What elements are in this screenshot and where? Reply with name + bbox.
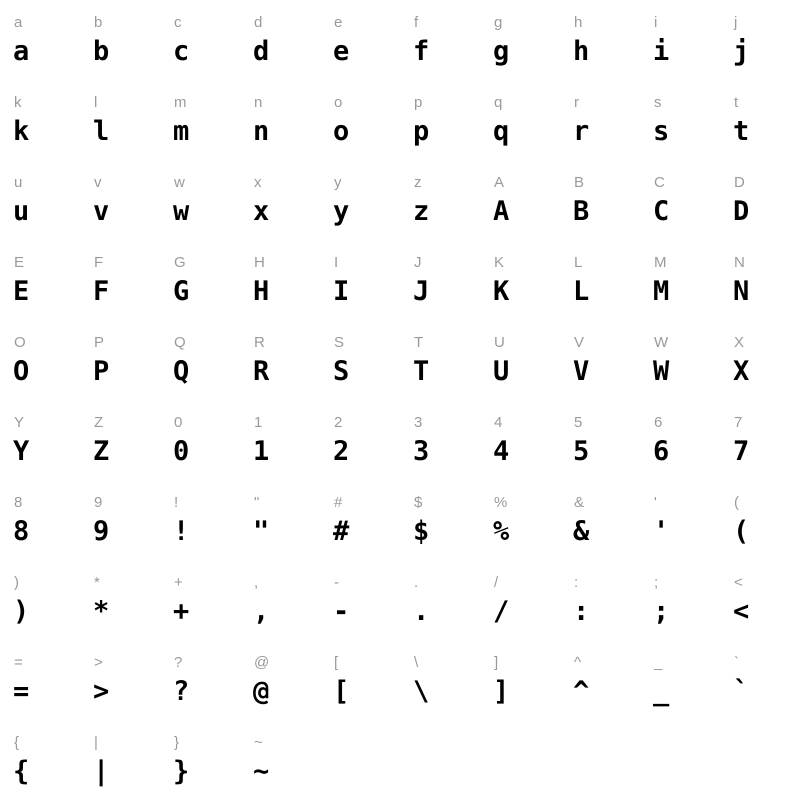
glyph-sample: (: [733, 516, 750, 547]
glyph-cell: [168, 568, 248, 648]
glyph-cell: [408, 248, 488, 328]
glyph-label: K: [494, 254, 505, 271]
glyph-label: F: [94, 254, 104, 271]
glyph-sample: z: [413, 196, 430, 227]
glyph-cell: [248, 88, 328, 168]
glyph-label: ": [254, 494, 260, 511]
glyph-cell: [88, 728, 168, 808]
glyph-sample: +: [173, 596, 190, 627]
glyph-label: -: [334, 574, 339, 591]
glyph-cell: [408, 328, 488, 408]
glyph-label: ): [14, 574, 19, 591]
glyph-label: z: [414, 174, 422, 191]
glyph-cell: [88, 568, 168, 648]
glyph-cell: [168, 488, 248, 568]
glyph-label: t: [734, 94, 739, 111]
glyph-cell: [168, 728, 248, 808]
glyph-label: Z: [94, 414, 104, 431]
glyph-label: m: [174, 94, 187, 111]
glyph-sample: &: [573, 516, 590, 547]
glyph-cell: [328, 8, 408, 88]
glyph-sample: L: [573, 276, 590, 307]
glyph-label: }: [174, 734, 180, 751]
glyph-label: ]: [494, 654, 499, 671]
glyph-sample: 3: [413, 436, 430, 467]
glyph-label: %: [494, 494, 508, 511]
glyph-label: P: [94, 334, 105, 351]
glyph-cell: [328, 568, 408, 648]
glyph-cell: [488, 248, 568, 328]
glyph-cell: [88, 408, 168, 488]
glyph-label: 9: [94, 494, 103, 511]
glyph-cell: [8, 728, 88, 808]
glyph-sample: [: [333, 676, 350, 707]
glyph-sample: `: [733, 676, 750, 707]
glyph-sample: l: [93, 116, 110, 147]
glyph-sample: K: [493, 276, 510, 307]
glyph-sample: h: [573, 36, 590, 67]
glyph-sample: \: [413, 676, 430, 707]
glyph-sample: ;: [653, 596, 670, 627]
glyph-label: .: [414, 574, 419, 591]
glyph-label: +: [174, 574, 183, 591]
glyph-cell: [568, 488, 648, 568]
glyph-sample: S: [333, 356, 350, 387]
glyph-cell: [8, 248, 88, 328]
glyph-label: o: [334, 94, 343, 111]
glyph-label: R: [254, 334, 265, 351]
glyph-cell: [408, 408, 488, 488]
glyph-sample: Z: [93, 436, 110, 467]
glyph-sample: T: [413, 356, 430, 387]
glyph-label: V: [574, 334, 585, 351]
glyph-sample: V: [573, 356, 590, 387]
glyph-cell: [168, 168, 248, 248]
glyph-label: h: [574, 14, 583, 31]
glyph-cell: [8, 568, 88, 648]
glyph-label: p: [414, 94, 423, 111]
glyph-label: ,: [254, 574, 259, 591]
glyph-cell: [248, 488, 328, 568]
glyph-cell: [648, 248, 728, 328]
glyph-cell: [168, 648, 248, 728]
glyph-cell: [88, 168, 168, 248]
glyph-sample: o: [333, 116, 350, 147]
glyph-sample: |: [93, 756, 110, 787]
glyph-cell: [488, 568, 568, 648]
glyph-sample: 4: [493, 436, 510, 467]
glyph-label: L: [574, 254, 583, 271]
glyph-sample: d: [253, 36, 270, 67]
glyph-cell: [88, 488, 168, 568]
glyph-cell: [248, 168, 328, 248]
glyph-label: e: [334, 14, 343, 31]
glyph-sample: P: [93, 356, 110, 387]
glyph-cell: [168, 88, 248, 168]
glyph-cell: [648, 648, 728, 728]
glyph-cell: [248, 248, 328, 328]
glyph-label: $: [414, 494, 423, 511]
glyph-sample: E: [13, 276, 30, 307]
glyph-sample: 0: [173, 436, 190, 467]
glyph-sample: j: [733, 36, 750, 67]
glyph-cell: [328, 648, 408, 728]
glyph-label: A: [494, 174, 505, 191]
glyph-label: @: [254, 654, 270, 671]
glyph-label: y: [334, 174, 342, 191]
glyph-sample: i: [653, 36, 670, 67]
glyph-cell: [408, 648, 488, 728]
glyph-cell: [408, 88, 488, 168]
glyph-cell: [728, 8, 800, 88]
glyph-sample: G: [173, 276, 190, 307]
glyph-cell: [568, 328, 648, 408]
glyph-cell: [408, 168, 488, 248]
glyph-label: r: [574, 94, 579, 111]
glyph-sample: ~: [253, 756, 270, 787]
glyph-cell: [568, 648, 648, 728]
glyph-label: `: [734, 654, 739, 671]
glyph-cell: [328, 168, 408, 248]
glyph-sample: x: [253, 196, 270, 227]
glyph-cell: [648, 408, 728, 488]
glyph-sample: 8: [13, 516, 30, 547]
glyph-sample: F: [93, 276, 110, 307]
glyph-cell: [328, 408, 408, 488]
glyph-sample: ]: [493, 676, 510, 707]
glyph-cell: [248, 408, 328, 488]
glyph-label: H: [254, 254, 265, 271]
glyph-cell: [328, 488, 408, 568]
glyph-label: 3: [414, 414, 423, 431]
glyph-sample: t: [733, 116, 750, 147]
glyph-sample: ': [653, 516, 670, 547]
glyph-sample: N: [733, 276, 750, 307]
glyph-sample: w: [173, 196, 190, 227]
glyph-sample: W: [653, 356, 670, 387]
glyph-cell: [408, 568, 488, 648]
glyph-cell: [568, 88, 648, 168]
glyph-sample: g: [493, 36, 510, 67]
glyph-cell: [728, 408, 800, 488]
glyph-sample: v: [93, 196, 110, 227]
glyph-label: w: [174, 174, 185, 191]
glyph-label: Q: [174, 334, 186, 351]
glyph-sample: 5: [573, 436, 590, 467]
glyph-cell: [488, 328, 568, 408]
glyph-cell: [728, 88, 800, 168]
glyph-label: !: [174, 494, 179, 511]
glyph-cell: [8, 8, 88, 88]
glyph-cell: [8, 648, 88, 728]
glyph-sample: 9: [93, 516, 110, 547]
glyph-label: :: [574, 574, 579, 591]
glyph-label: (: [734, 494, 739, 511]
glyph-label: I: [334, 254, 339, 271]
glyph-sample: <: [733, 596, 750, 627]
glyph-cell: [728, 488, 800, 568]
glyph-cell: [648, 488, 728, 568]
glyph-sample: /: [493, 596, 510, 627]
glyph-sample: Q: [173, 356, 190, 387]
glyph-sample: $: [413, 516, 430, 547]
glyph-sample: f: [413, 36, 430, 67]
glyph-cell: [8, 328, 88, 408]
glyph-cell: [488, 488, 568, 568]
glyph-label: ^: [574, 654, 582, 671]
glyph-sample: y: [333, 196, 350, 227]
glyph-label: 0: [174, 414, 183, 431]
glyph-label: |: [94, 734, 98, 751]
glyph-sample: H: [253, 276, 270, 307]
glyph-cell: [728, 648, 800, 728]
glyph-sample: :: [573, 596, 590, 627]
glyph-sample: A: [493, 196, 510, 227]
glyph-sample: ,: [253, 596, 270, 627]
glyph-label: c: [174, 14, 182, 31]
glyph-label: d: [254, 14, 263, 31]
glyph-cell: [648, 328, 728, 408]
glyph-cell: [648, 88, 728, 168]
glyph-cell: [408, 488, 488, 568]
glyph-sample: *: [93, 596, 110, 627]
glyph-cell: [728, 328, 800, 408]
glyph-cell: [568, 168, 648, 248]
glyph-sample: ^: [573, 676, 590, 707]
glyph-sample: R: [253, 356, 270, 387]
glyph-sample: r: [573, 116, 590, 147]
glyph-sample: %: [493, 516, 510, 547]
glyph-label: E: [14, 254, 25, 271]
glyph-label: {: [14, 734, 20, 751]
glyph-cell: [8, 168, 88, 248]
glyph-cell: [8, 88, 88, 168]
glyph-label: \: [414, 654, 419, 671]
glyph-sample: a: [13, 36, 30, 67]
glyph-sample: e: [333, 36, 350, 67]
glyph-cell: [8, 488, 88, 568]
glyph-label: 5: [574, 414, 583, 431]
glyph-cell: [568, 248, 648, 328]
glyph-label: N: [734, 254, 745, 271]
glyph-cell: [328, 248, 408, 328]
glyph-label: &: [574, 494, 585, 511]
glyph-label: J: [414, 254, 422, 271]
glyph-sample: 7: [733, 436, 750, 467]
glyph-label: X: [734, 334, 745, 351]
glyph-label: v: [94, 174, 102, 191]
glyph-sample: 6: [653, 436, 670, 467]
glyph-label: U: [494, 334, 505, 351]
glyph-sample: X: [733, 356, 750, 387]
glyph-sample: 1: [253, 436, 270, 467]
glyph-label: G: [174, 254, 186, 271]
glyph-sample: !: [173, 516, 190, 547]
glyph-sample: B: [573, 196, 590, 227]
glyph-cell: [248, 728, 328, 808]
glyph-cell: [488, 88, 568, 168]
glyph-label: n: [254, 94, 263, 111]
glyph-sample: c: [173, 36, 190, 67]
glyph-label: 1: [254, 414, 263, 431]
glyph-sample: D: [733, 196, 750, 227]
glyph-cell: [248, 328, 328, 408]
glyph-cell: [168, 8, 248, 88]
glyph-sample: u: [13, 196, 30, 227]
glyph-sample: J: [413, 276, 430, 307]
glyph-label: T: [414, 334, 424, 351]
glyph-label: k: [14, 94, 22, 111]
glyph-sample: p: [413, 116, 430, 147]
glyph-cell: [88, 8, 168, 88]
glyph-cell: [248, 648, 328, 728]
glyph-label: b: [94, 14, 103, 31]
glyph-cell: [648, 168, 728, 248]
glyph-cell: [728, 248, 800, 328]
glyph-cell: [408, 8, 488, 88]
glyph-cell: [488, 168, 568, 248]
glyph-sample: =: [13, 676, 30, 707]
glyph-label: x: [254, 174, 262, 191]
glyph-sample: ": [253, 516, 270, 547]
glyph-label: *: [94, 574, 100, 591]
glyph-label: s: [654, 94, 662, 111]
glyph-cell: [168, 248, 248, 328]
glyph-label: =: [14, 654, 23, 671]
glyph-label: i: [654, 14, 658, 31]
glyph-sample: M: [653, 276, 670, 307]
glyph-sample: k: [13, 116, 30, 147]
glyph-label: D: [734, 174, 745, 191]
glyph-cell: [568, 568, 648, 648]
glyph-sample: ?: [173, 676, 190, 707]
glyph-cell: [328, 328, 408, 408]
glyph-label: 8: [14, 494, 23, 511]
glyph-cell: [488, 648, 568, 728]
glyph-label: C: [654, 174, 665, 191]
glyph-sample: #: [333, 516, 350, 547]
glyph-cell: [88, 248, 168, 328]
glyph-label: j: [734, 14, 738, 31]
glyph-sample: }: [173, 756, 190, 787]
glyph-sample: _: [653, 676, 670, 707]
glyph-label: Y: [14, 414, 25, 431]
glyph-label: f: [414, 14, 419, 31]
glyph-sample: 2: [333, 436, 350, 467]
glyph-label: W: [654, 334, 669, 351]
glyph-label: /: [494, 574, 499, 591]
glyph-cell: [648, 8, 728, 88]
glyph-sample: ): [13, 596, 30, 627]
glyph-cell: [8, 408, 88, 488]
glyph-label: 7: [734, 414, 743, 431]
glyph-label: _: [654, 654, 663, 671]
glyph-sample: Y: [13, 436, 30, 467]
glyph-label: ~: [254, 734, 263, 751]
glyph-cell: [728, 568, 800, 648]
glyph-sample: n: [253, 116, 270, 147]
glyph-sample: -: [333, 596, 350, 627]
glyph-label: l: [94, 94, 98, 111]
glyph-cell: [248, 568, 328, 648]
glyph-label: g: [494, 14, 503, 31]
glyph-sample: m: [173, 116, 190, 147]
glyph-label: 2: [334, 414, 343, 431]
glyph-sample: .: [413, 596, 430, 627]
glyph-label: >: [94, 654, 103, 671]
glyph-label: ': [654, 494, 657, 511]
glyph-label: 6: [654, 414, 663, 431]
glyph-sample: C: [653, 196, 670, 227]
glyph-label: u: [14, 174, 23, 191]
glyph-cell: [648, 568, 728, 648]
glyph-label: <: [734, 574, 743, 591]
glyph-label: M: [654, 254, 667, 271]
glyph-label: a: [14, 14, 23, 31]
glyph-sample: b: [93, 36, 110, 67]
glyph-cell: [168, 328, 248, 408]
glyph-sample: @: [253, 676, 270, 707]
glyph-label: q: [494, 94, 503, 111]
glyph-sample: U: [493, 356, 510, 387]
glyph-cell: [248, 8, 328, 88]
glyph-sample: >: [93, 676, 110, 707]
glyph-cell: [88, 648, 168, 728]
glyph-cell: [488, 408, 568, 488]
glyph-sample: {: [13, 756, 30, 787]
glyph-label: B: [574, 174, 585, 191]
glyph-sample: s: [653, 116, 670, 147]
glyph-sample: I: [333, 276, 350, 307]
glyph-sample: O: [13, 356, 30, 387]
glyph-label: 4: [494, 414, 503, 431]
glyph-label: S: [334, 334, 345, 351]
glyph-label: [: [334, 654, 339, 671]
glyph-cell: [568, 8, 648, 88]
glyph-cell: [328, 88, 408, 168]
glyph-label: #: [334, 494, 343, 511]
glyph-cell: [728, 168, 800, 248]
glyph-cell: [488, 8, 568, 88]
glyph-label: ;: [654, 574, 659, 591]
glyph-cell: [568, 408, 648, 488]
glyph-cell: [88, 328, 168, 408]
glyph-cell: [168, 408, 248, 488]
glyph-label: O: [14, 334, 26, 351]
glyph-label: ?: [174, 654, 183, 671]
glyph-sample: q: [493, 116, 510, 147]
glyph-cell: [88, 88, 168, 168]
